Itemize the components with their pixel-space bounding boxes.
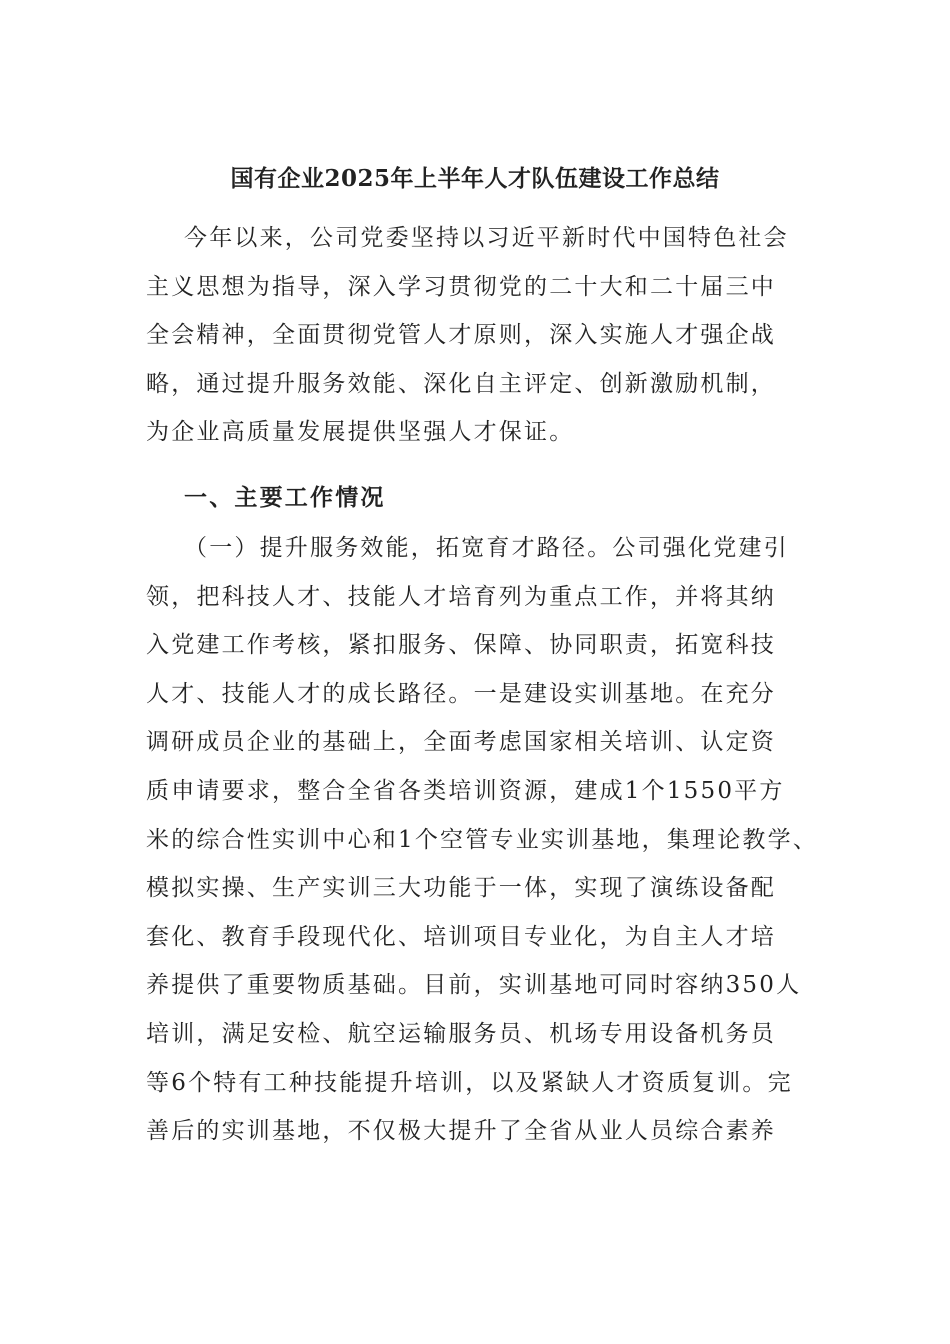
paragraph-line: 米的综合性实训中心和1个空管专业实训基地，集理论教学、 xyxy=(146,826,819,853)
paragraph-line: （一）提升服务效能，拓宽育才路径。公司强化党建引 xyxy=(184,535,789,561)
intro-paragraph xyxy=(146,214,826,457)
paragraph-line: 等6个特有工种技能提升培训，以及紧缺人才资质复训。完 xyxy=(146,1069,793,1096)
intro-line: 主义思想为指导，深入学习贯彻党的二十大和二十届三中 xyxy=(146,273,776,300)
paragraph-line: 入党建工作考核，紧扣服务、保障、协同职责，拓宽科技 xyxy=(146,632,776,659)
paragraph-line: 善后的实训基地，不仅极大提升了全省从业人员综合素养 xyxy=(146,1118,776,1145)
paragraph-line: 养提供了重要物质基础。目前，实训基地可同时容纳350人 xyxy=(146,972,802,999)
paragraph-line: 调研成员企业的基础上，全面考虑国家相关培训、认定资 xyxy=(146,729,776,756)
paragraph-line: 培训，满足安检、航空运输服务员、机场专用设备机务员 xyxy=(146,1020,776,1047)
paragraph-line: 领，把科技人才、技能人才培育列为重点工作，并将其纳 xyxy=(146,583,776,610)
document-title: 国有企业2025年上半年人才队伍建设工作总结 xyxy=(230,165,720,192)
paragraph-1 xyxy=(146,524,826,1156)
paragraph-line: 人才、技能人才的成长路径。一是建设实训基地。在充分 xyxy=(146,680,776,707)
intro-line: 略，通过提升服务效能、深化自主评定、创新激励机制， xyxy=(146,370,776,397)
section-heading: 一、主要工作情况 xyxy=(184,484,386,511)
intro-line: 今年以来，公司党委坚持以习近平新时代中国特色社会 xyxy=(184,225,789,251)
paragraph-line: 模拟实操、生产实训三大功能于一体，实现了演练设备配 xyxy=(146,875,776,902)
intro-line: 全会精神，全面贯彻党管人才原则，深入实施人才强企战 xyxy=(146,322,776,349)
intro-line: 为企业高质量发展提供坚强人才保证。 xyxy=(146,419,575,446)
paragraph-line: 质申请要求，整合全省各类培训资源，建成1个1550平方 xyxy=(146,777,785,804)
section-heading-block xyxy=(146,474,826,522)
paragraph-line: 套化、教育手段现代化、培训项目专业化，为自主人才培 xyxy=(146,923,776,950)
